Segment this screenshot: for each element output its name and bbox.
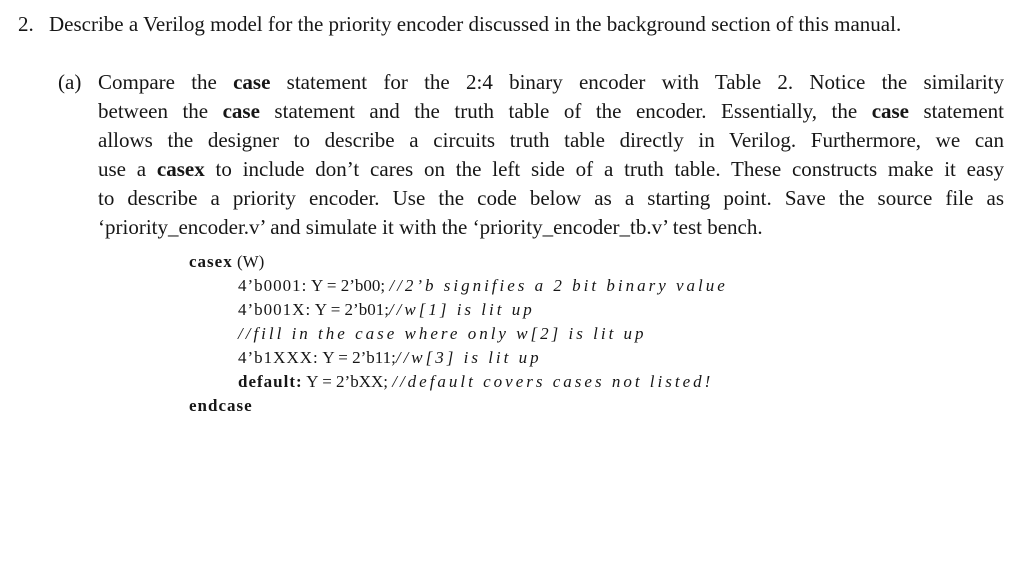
code-line-endcase bbox=[189, 394, 728, 418]
code-line-5 bbox=[189, 370, 728, 394]
text-run: between the bbox=[98, 99, 223, 123]
paragraph-line-2 bbox=[98, 97, 1004, 126]
paragraph-line-1 bbox=[98, 68, 1004, 97]
keyword-case: case bbox=[222, 99, 260, 123]
question-heading bbox=[18, 10, 901, 38]
keyword-casex: casex bbox=[189, 252, 233, 271]
part-a-paragraph bbox=[98, 68, 1004, 242]
keyword-case: case bbox=[871, 99, 910, 123]
text-run: statement bbox=[909, 99, 1004, 123]
text-run: ‘priority_encoder.v’ and simulate it with the ‘priority_encoder_tb.v’ test bench. bbox=[98, 215, 763, 239]
code-line-1 bbox=[189, 274, 728, 298]
paragraph-line-5 bbox=[98, 184, 1004, 213]
code-pattern: 4’b1XXX: bbox=[238, 348, 319, 367]
code-comment: //w[3] is lit up bbox=[395, 348, 542, 367]
text-run: use a bbox=[98, 157, 157, 181]
code-pattern: 4’b0001: bbox=[238, 276, 308, 295]
keyword-case: case bbox=[233, 70, 271, 94]
paragraph-line-6 bbox=[98, 213, 1004, 242]
code-line-4 bbox=[189, 346, 728, 370]
keyword-endcase: endcase bbox=[189, 396, 253, 415]
code-line-3 bbox=[189, 322, 728, 346]
text-run: statement for the 2:4 binary encoder with Table 2. Notice the similarity bbox=[270, 70, 1004, 94]
text-run: statement and the truth table of the encoder. Essentially, the bbox=[259, 99, 872, 123]
question-text: Describe a Verilog model for the priority encoder discussed in the background section of this manual. bbox=[49, 12, 902, 36]
code-comment: //w[1] is lit up bbox=[388, 300, 535, 319]
part-a-label: (a) bbox=[58, 70, 82, 94]
question-number: 2. bbox=[18, 12, 34, 36]
code-pattern: 4’b001X: bbox=[238, 300, 312, 319]
code-block bbox=[189, 250, 728, 418]
keyword-casex: casex bbox=[156, 157, 205, 181]
code-comment: //default covers cases not listed! bbox=[392, 372, 714, 391]
code-line-casex bbox=[189, 250, 728, 274]
code-line-2 bbox=[189, 298, 728, 322]
code-assign: Y = 2’bXX; bbox=[306, 372, 388, 391]
text-run: Compare the bbox=[98, 70, 234, 94]
code-comment: //2’b signifies a 2 bit binary value bbox=[389, 276, 728, 295]
text-run: to describe a priority encoder. Use the code below as a starting point. Save the source file as bbox=[98, 186, 1004, 210]
paragraph-line-3 bbox=[98, 126, 1004, 155]
code-assign: Y = 2’b01; bbox=[314, 300, 389, 319]
code-assign: Y = 2’b00; bbox=[311, 276, 386, 295]
code-text: (W) bbox=[232, 252, 265, 271]
text-run: allows the designer to describe a circuits truth table directly in Verilog. Furthermore, we can bbox=[98, 128, 1004, 152]
code-assign: Y = 2’b11; bbox=[322, 348, 396, 367]
paragraph-line-4 bbox=[98, 155, 1004, 184]
keyword-default: default: bbox=[238, 372, 303, 391]
code-comment: //fill in the case where only w[2] is lit up bbox=[238, 324, 647, 343]
text-run: to include don’t cares on the left side of a truth table. These constructs make it easy bbox=[204, 157, 1004, 181]
